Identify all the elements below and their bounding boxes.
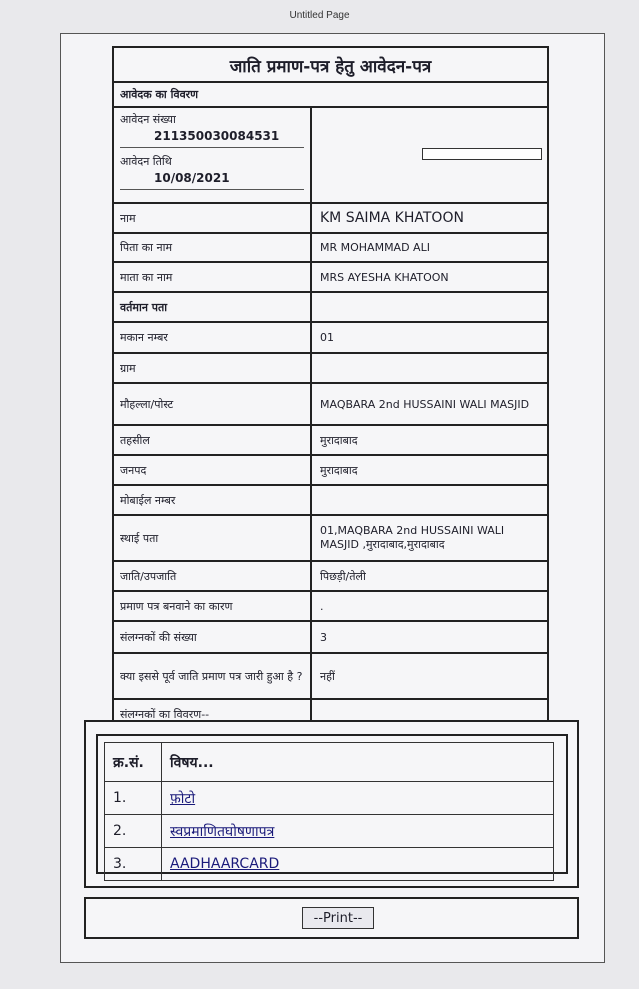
form-row-permanent-address bbox=[114, 516, 547, 562]
row-value: नहीं bbox=[320, 669, 335, 683]
row-label: माता का नाम bbox=[114, 263, 312, 291]
row-label: पिता का नाम bbox=[114, 234, 312, 261]
form-title: जाति प्रमाण-पत्र हेतु आवेदन-पत्र bbox=[114, 48, 547, 83]
form-row-mobile bbox=[114, 486, 547, 516]
form-row-current-address bbox=[114, 293, 547, 323]
row-value: MRS AYESHA KHATOON bbox=[320, 270, 449, 284]
form-row-mother bbox=[114, 263, 547, 293]
form-row-reason bbox=[114, 592, 547, 622]
table-row bbox=[105, 848, 554, 881]
attachment-cell bbox=[162, 782, 554, 815]
row-value: मुरादाबाद bbox=[320, 433, 358, 447]
row-label: नाम bbox=[114, 204, 312, 232]
row-value: पिछड़ी/तेली bbox=[320, 569, 366, 583]
row-label: क्या इससे पूर्व जाति प्रमाण पत्र जारी हुआ है ? bbox=[114, 654, 312, 698]
row-value: MAQBARA 2nd HUSSAINI WALI MASJID bbox=[320, 397, 530, 411]
row-value: मुरादाबाद bbox=[320, 463, 358, 477]
application-number: 211350030084531 bbox=[154, 129, 280, 143]
row-label: ग्राम bbox=[114, 354, 312, 382]
applicant-section-heading: आवेदक का विवरण bbox=[114, 83, 547, 108]
application-meta-cell bbox=[114, 108, 312, 202]
attachment-link-photo[interactable]: फ़ोटो bbox=[170, 790, 196, 807]
form-row-locality bbox=[114, 384, 547, 426]
attachment-number: 1. bbox=[105, 782, 162, 815]
form-row-father bbox=[114, 234, 547, 263]
form-row-previous-certificate bbox=[114, 654, 547, 700]
row-value bbox=[312, 354, 547, 382]
photo-placeholder bbox=[422, 148, 542, 160]
table-row bbox=[105, 782, 554, 815]
column-header-subject: विषय... bbox=[162, 743, 554, 782]
attachment-link-aadhaar[interactable]: AADHAARCARD bbox=[170, 856, 280, 872]
row-value: KM SAIMA KHATOON bbox=[320, 210, 464, 226]
attachments-table bbox=[104, 742, 554, 881]
row-label: जाति/उपजाति bbox=[114, 562, 312, 590]
row-label: वर्तमान पता bbox=[114, 293, 312, 321]
application-date-label: आवेदन तिथि bbox=[120, 155, 172, 168]
row-value: MR MOHAMMAD ALI bbox=[320, 241, 430, 254]
application-number-label: आवेदन संख्या bbox=[120, 113, 176, 126]
row-label: संलग्नकों की संख्या bbox=[114, 622, 312, 652]
print-button[interactable]: --Print-- bbox=[302, 907, 374, 929]
form-row-name bbox=[114, 204, 547, 234]
row-value: 3 bbox=[320, 630, 327, 644]
column-header-number: क्र.सं. bbox=[105, 743, 162, 782]
row-value: 01 bbox=[320, 331, 334, 344]
row-label: स्थाई पता bbox=[114, 516, 312, 560]
print-bar bbox=[84, 897, 579, 939]
photo-cell bbox=[312, 108, 547, 202]
attachments-panel bbox=[84, 720, 579, 888]
form-row-village bbox=[114, 354, 547, 384]
row-label: प्रमाण पत्र बनवाने का कारण bbox=[114, 592, 312, 620]
form-row-caste bbox=[114, 562, 547, 592]
table-header-row bbox=[105, 743, 554, 782]
application-date: 10/08/2021 bbox=[154, 171, 230, 185]
row-value: . bbox=[320, 599, 324, 613]
row-label: संलग्नकों का विवरण-- bbox=[114, 700, 312, 728]
application-form bbox=[112, 46, 549, 730]
row-label: जनपद bbox=[114, 456, 312, 484]
application-meta-row bbox=[114, 108, 547, 204]
attachment-number: 3. bbox=[105, 848, 162, 881]
attachment-number: 2. bbox=[105, 815, 162, 848]
table-row bbox=[105, 815, 554, 848]
row-label: मकान नम्बर bbox=[114, 323, 312, 352]
row-label: मौहल्ला/पोस्ट bbox=[114, 384, 312, 424]
row-label: मोबाईल नम्बर bbox=[114, 486, 312, 514]
attachment-cell bbox=[162, 815, 554, 848]
attachment-cell bbox=[162, 848, 554, 881]
row-label: तहसील bbox=[114, 426, 312, 454]
row-value bbox=[312, 486, 547, 514]
form-row-tehsil bbox=[114, 426, 547, 456]
divider bbox=[120, 147, 304, 148]
page-title: Untitled Page bbox=[289, 10, 350, 21]
form-row-attachment-count bbox=[114, 622, 547, 654]
attachment-link-declaration[interactable]: स्वप्रमाणितघोषणापत्र bbox=[170, 823, 275, 840]
row-value: 01,MAQBARA 2nd HUSSAINI WALI MASJID ,मुरादाबाद,मुरादाबाद bbox=[320, 524, 505, 551]
form-row-district bbox=[114, 456, 547, 486]
row-value bbox=[312, 293, 547, 321]
divider bbox=[120, 189, 304, 190]
form-row-house-number bbox=[114, 323, 547, 354]
attachments-frame bbox=[96, 734, 568, 874]
